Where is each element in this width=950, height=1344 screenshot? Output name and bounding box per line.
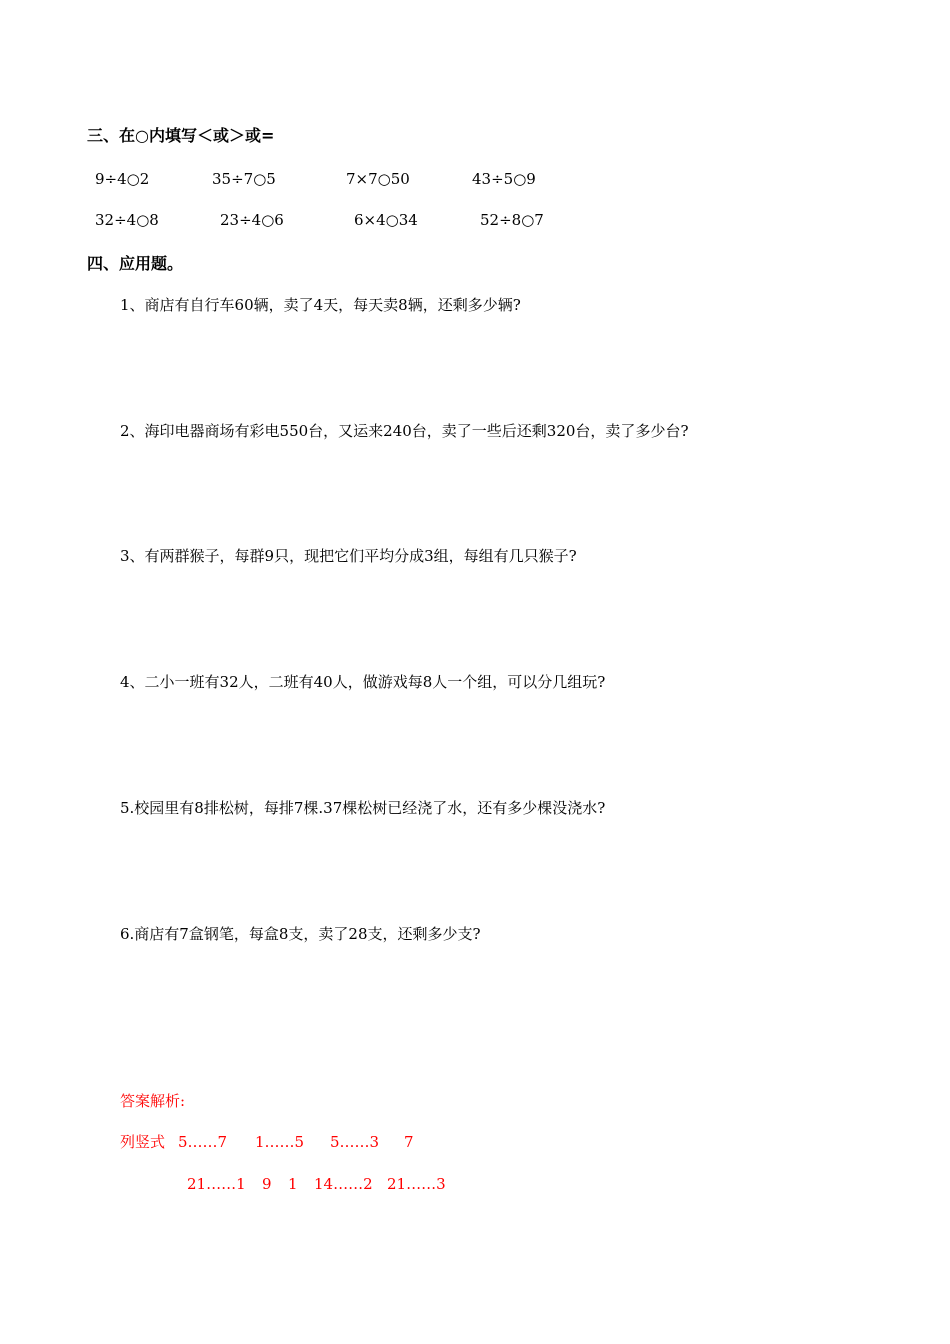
comparison-item: 35÷7○5 bbox=[212, 170, 276, 188]
comparison-item: 52÷8○7 bbox=[480, 211, 544, 229]
answer-value: 21……3 bbox=[387, 1175, 446, 1193]
word-problem-5: 5.校园里有8排松树，每排7棵.37棵松树已经浇了水，还有多少棵没浇水? bbox=[120, 799, 606, 817]
comparison-item: 6×4○34 bbox=[354, 211, 418, 229]
answer-value: 7 bbox=[404, 1133, 414, 1151]
answer-value: 5……3 bbox=[330, 1133, 380, 1151]
word-problem-6: 6.商店有7盒钢笔，每盒8支，卖了28支，还剩多少支? bbox=[120, 925, 481, 943]
section-3-heading: 三、在○内填写＜或＞或= bbox=[87, 126, 275, 145]
answer-value: 9 bbox=[262, 1175, 272, 1193]
word-problem-3: 3、有两群猴子，每群9只，现把它们平均分成3组，每组有几只猴子? bbox=[120, 547, 577, 565]
answer-value: 14……2 bbox=[314, 1175, 373, 1193]
word-problem-4: 4、二小一班有32人，二班有40人，做游戏每8人一个组，可以分几组玩? bbox=[120, 673, 606, 691]
answer-title: 答案解析: bbox=[120, 1092, 186, 1110]
comparison-item: 9÷4○2 bbox=[95, 170, 150, 188]
word-problem-1: 1、商店有自行车60辆，卖了4天，每天卖8辆，还剩多少辆? bbox=[120, 296, 521, 314]
answer-label: 列竖式 bbox=[120, 1133, 166, 1151]
section-4-heading: 四、应用题。 bbox=[87, 254, 184, 273]
answer-value: 1……5 bbox=[255, 1133, 305, 1151]
comparison-item: 43÷5○9 bbox=[472, 170, 536, 188]
answer-value: 21……1 bbox=[187, 1175, 246, 1193]
comparison-item: 23÷4○6 bbox=[220, 211, 284, 229]
comparison-item: 7×7○50 bbox=[346, 170, 410, 188]
word-problem-2: 2、海印电器商场有彩电550台，又运来240台，卖了一些后还剩320台，卖了多少台? bbox=[120, 422, 689, 440]
answer-value: 5……7 bbox=[178, 1133, 228, 1151]
answer-value: 1 bbox=[288, 1175, 298, 1193]
comparison-item: 32÷4○8 bbox=[95, 211, 159, 229]
